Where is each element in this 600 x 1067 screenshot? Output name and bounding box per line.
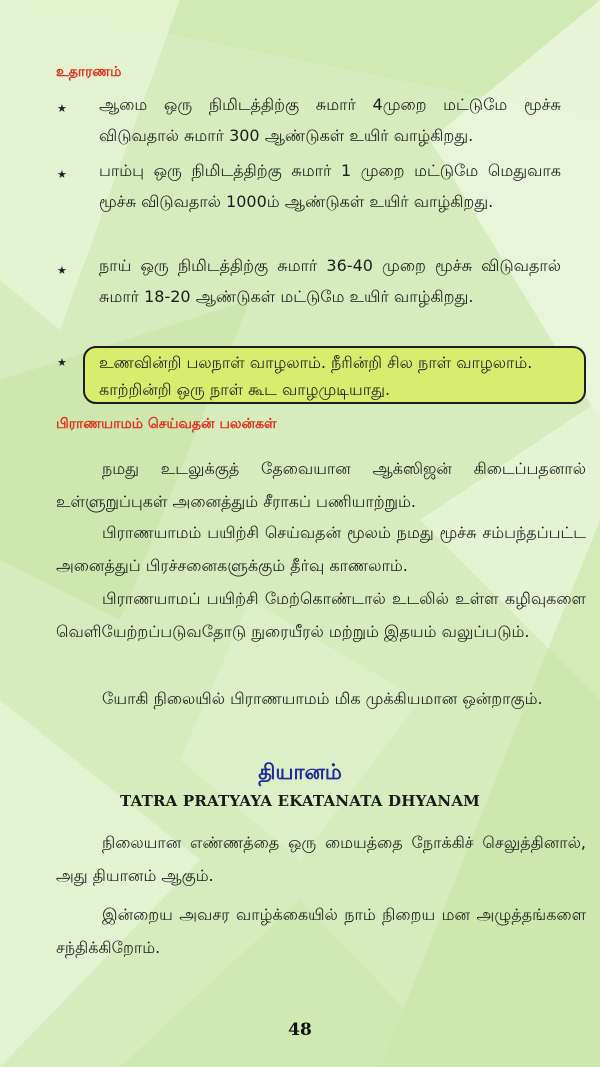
star-bullet-icon: ★: [57, 168, 67, 181]
section-subtitle: TATRA PRATYAYA EKATANATA DHYANAM: [120, 792, 480, 810]
benefits-paragraph: பிராணயாமம் பயிற்சி செய்வதன் மூலம் நமது மூச்சு சம்பந்தப்பட்ட அனைத்துப் பிரச்சனைகளுக்கும் தீர்வு காணலாம்.: [56, 523, 586, 575]
dhyanam-paragraph: இன்றைய அவசர வாழ்க்கையில் நாம் நிறைய மன அழுத்தங்களை சந்திக்கிறோம்.: [56, 905, 586, 957]
benefits-paragraph: நமது உடலுக்குத் தேவையான ஆக்ஸிஜன் கிடைப்பதனால் உள்ளுறுப்புகள் அனைத்தும் சீராகப் பணியாற்றும்.: [56, 459, 586, 511]
dhyanam-paragraph: நிலையான எண்ணத்தை ஒரு மையத்தை நோக்கிச் செலுத்தினால், அது தியானம் ஆகும்.: [56, 833, 586, 885]
benefits-paragraph: பிராணயாமப் பயிற்சி மேற்கொண்டால் உடலில் உள்ள கழிவுகளை வெளியேற்றப்படுவதோடு நுரையீரல் மற்றும் இதயம் வலுப்படும்.: [56, 589, 586, 641]
benefits-paragraph: யோகி நிலையில் பிராணயாமம் மிக முக்கியமான ஒன்றாகும்.: [102, 689, 543, 708]
star-bullet-icon: ★: [57, 264, 67, 277]
benefits-heading: பிராணயாமம் செய்வதன் பலன்கள்: [56, 416, 277, 432]
star-bullet-icon: ★: [57, 356, 67, 369]
bullet-item-tortoise: ஆமை ஒரு நிமிடத்திற்கு சுமார் 4முறை மட்டுமே மூச்சு விடுவதால் சுமார் 300 ஆண்டுகள் உயிர் வாழ்கிறது.: [99, 95, 561, 145]
example-heading: உதாரணம்: [56, 64, 122, 80]
section-title: தியானம்: [258, 760, 342, 784]
bullet-item-air: உணவின்றி பலநாள் வாழலாம். நீரின்றி சில நாள் வாழலாம். காற்றின்றி ஒரு நாள் கூட வாழமுடியாது.: [99, 353, 533, 399]
bullet-item-snake: பாம்பு ஒரு நிமிடத்திற்கு சுமார் 1 முறை மட்டுமே மெதுவாக மூச்சு விடுவதால் 1000ம் ஆண்டுகள் உயிர் வாழ்கிறது.: [99, 161, 561, 211]
page-number: 48: [288, 1020, 312, 1040]
bullet-item-dog: நாய் ஒரு நிமிடத்திற்கு சுமார் 36-40 முறை மூச்சு விடுவதால் சுமார் 18-20 ஆண்டுகள் மட்டுமே உயிர் வாழ்கிறது.: [99, 256, 561, 306]
star-bullet-icon: ★: [57, 102, 67, 115]
